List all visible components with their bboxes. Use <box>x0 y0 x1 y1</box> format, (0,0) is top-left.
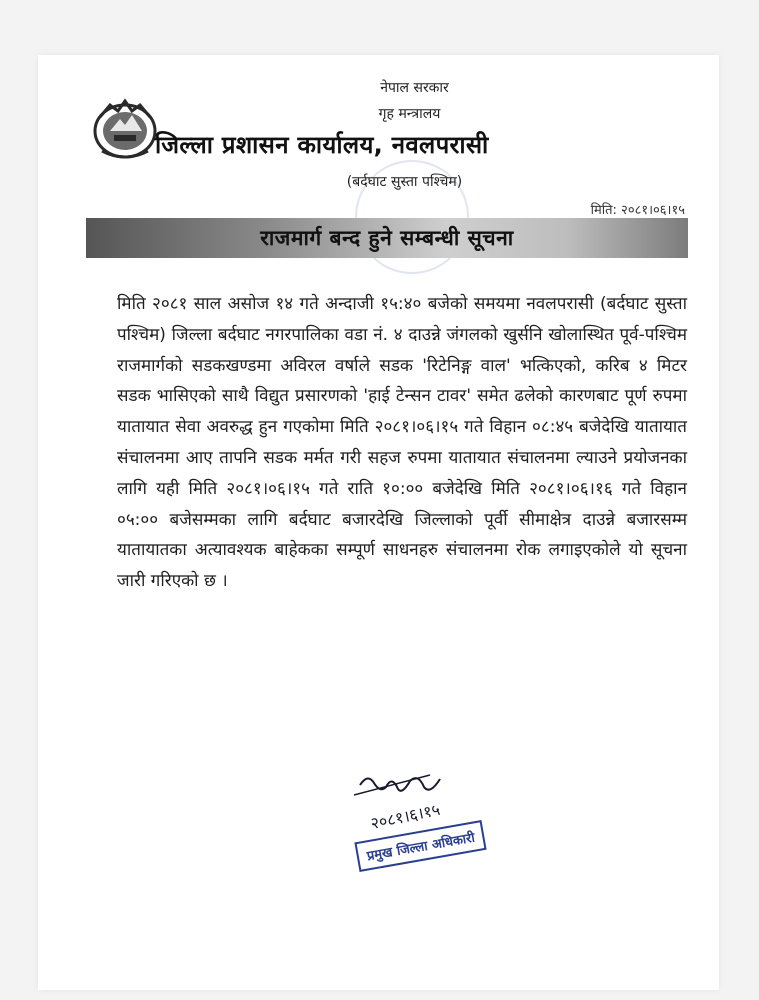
notice-title: राजमार्ग बन्द हुने सम्बन्धी सूचना <box>260 226 514 250</box>
office-name: जिल्ला प्रशासन कार्यालय, नवलपरासी <box>155 131 489 159</box>
official-stamp: प्रमुख जिल्ला अधिकारी <box>354 820 486 872</box>
ministry-name: गृह मन्त्रालय <box>378 106 441 122</box>
sub-office-name: (बर्दघाट सुस्ता पश्चिम) <box>346 174 463 190</box>
signature-block <box>340 765 520 865</box>
notice-date: मिति: २०८१।०६।१५ <box>590 203 685 218</box>
notice-body: मिति २०८१ साल असोज १४ गते अन्दाजी १५:४० बजेको समयमा नवलपरासी (बर्दघाट सुस्ता पश्चिम) जिल्ला बर्दघाट नगरपालिका वडा नं. ४ दाउन्ने जंगलको खुर्सनि खोलास्थित पूर्व-पश्चिम राजमार्गको सडकखण्डमा अविरल वर्षाले सडक 'रिटेनिङ्ग वाल' भत्किएको, करिब ४ मिटर सडक भासिएको साथै विद्युत प्रसारणको 'हाई टेन्सन टावर' समेत ढलेको कारणबाट पूर्ण रुपमा यातायात सेवा अवरुद्ध हुन गएकोमा मिति २०८१।०६।१५ गते विहान ०८:४५ बजेदेखि यातायात संचालनमा आए तापनि सडक मर्मत गरी सहज रुपमा यातायात संचालनमा ल्याउने प्रयोजनका लागि यही मिति २०८१।०६।१५ गते राति १०:०० बजेदेखि मिति २०८१।०६।१६ गते विहान ०५:०० बजेसम्मका लागि बर्दघाट बजारदेखि जिल्लाको पूर्वी सीमाक्षेत्र दाउन्ने बजारसम्म यातायातका अत्यावश्यक बाहेकका सम्पूर्ण साधनहरु संचालनमा रोक लगाइएकोले यो सूचना जारी गरिएको छ । <box>117 294 687 592</box>
signature-date: २०८१।६।१५ <box>368 799 442 834</box>
government-name: नेपाल सरकार <box>380 80 449 96</box>
notice-title-band <box>86 218 688 258</box>
